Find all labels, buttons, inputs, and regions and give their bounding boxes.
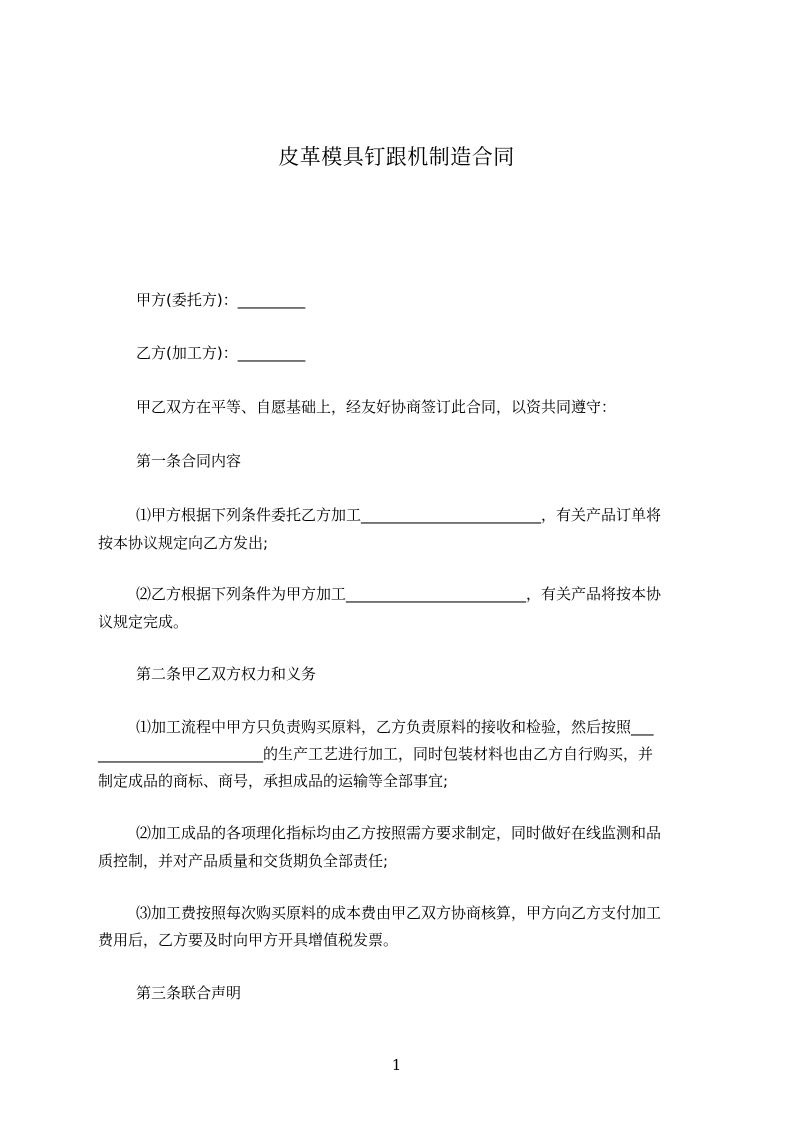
article-2-item-1-line-2: ______________________的生产工艺进行加工，同时包装材料也由乙方自行购买，并 — [98, 745, 654, 763]
article-1-item-1-line-1: ⑴甲方根据下列条件委托乙方加工________________________，有关产品订单将 — [136, 506, 662, 524]
page-number: 1 — [391, 1056, 402, 1074]
party-b-line: 乙方(加工方)：_________ — [136, 344, 306, 362]
article-1-item-1-line-2: 按本协议规定向乙方发出; — [98, 534, 269, 552]
party-a-line: 甲方(委托方)：_________ — [136, 291, 306, 309]
article-2-item-3-line-1: ⑶加工费按照每次购买原料的成本费由甲乙双方协商核算，甲方向乙方支付加工 — [136, 904, 662, 922]
article-1-heading: 第一条合同内容 — [136, 452, 242, 470]
article-2-item-2-line-1: ⑵加工成品的各项理化指标均由乙方按照需方要求制定，同时做好在线监测和品 — [136, 824, 662, 842]
document-title: 皮革模具钉跟机制造合同 — [278, 145, 515, 169]
preamble-paragraph: 甲乙双方在平等、自愿基础上，经友好协商签订此合同，以资共同遵守： — [136, 398, 617, 416]
article-1-item-2-line-1: ⑵乙方根据下列条件为甲方加工________________________，有关产品将按本协 — [136, 585, 662, 603]
article-2-item-3-line-2: 费用后，乙方要及时向甲方开具增值税发票。 — [98, 931, 399, 949]
article-2-item-1-line-3: 制定成品的商标、商号，承担成品的运输等全部事宜; — [98, 772, 449, 790]
article-2-item-2-line-2: 质控制，并对产品质量和交货期负全部责任; — [98, 852, 389, 870]
article-2-heading: 第二条甲乙双方权力和义务 — [136, 665, 317, 683]
article-1-item-2-line-2: 议规定完成。 — [98, 613, 189, 631]
article-3-heading: 第三条联合声明 — [136, 984, 242, 1002]
article-2-item-1-line-1: ⑴加工流程中甲方只负责购买原料，乙方负责原料的接收和检验，然后按照___ — [136, 718, 654, 736]
